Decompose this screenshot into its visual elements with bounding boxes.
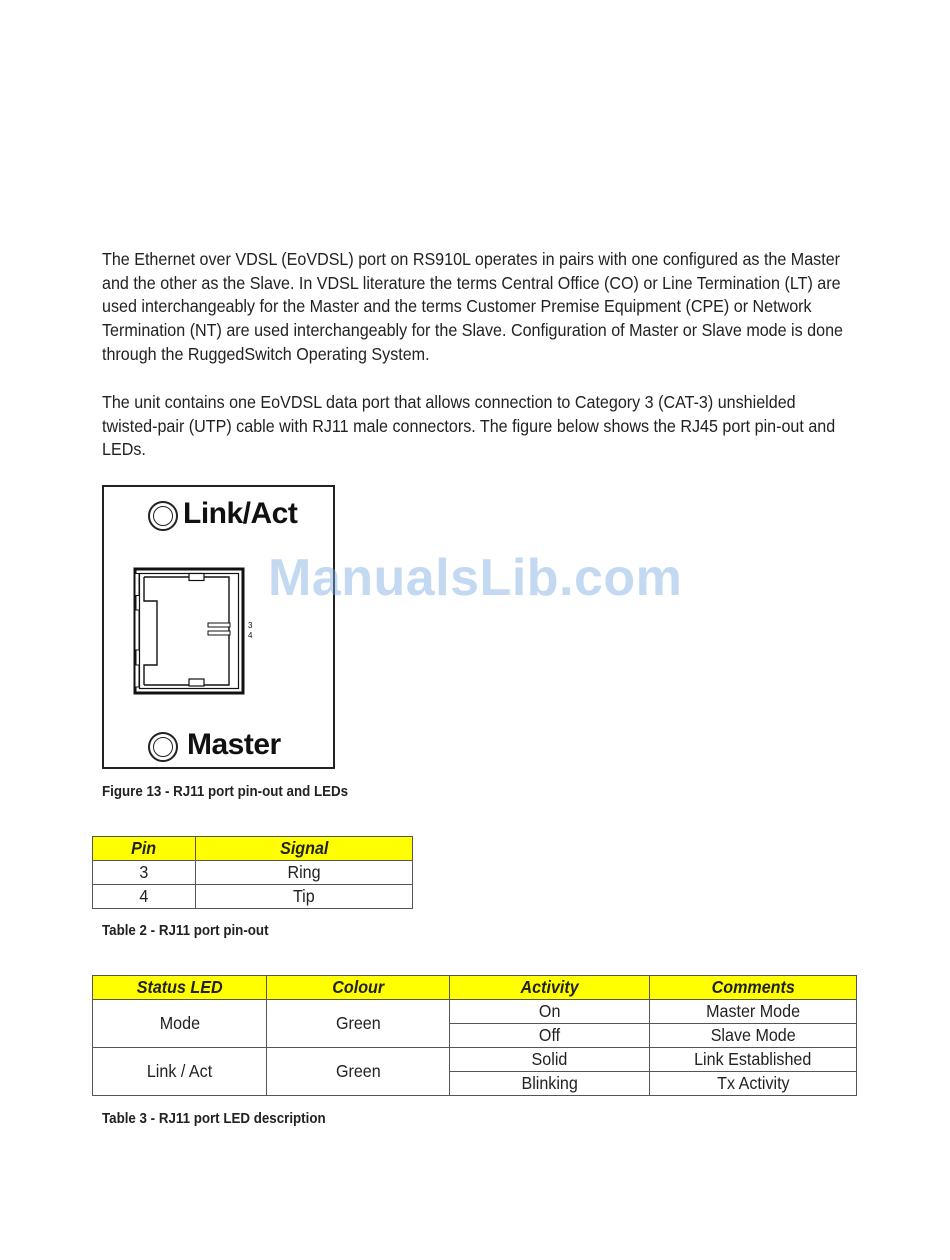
rj11-port-figure (102, 485, 335, 769)
comments-cell: Master Mode (650, 1000, 857, 1024)
intro-paragraph: The Ethernet over VDSL (EoVDSL) port on RS910L operates in pairs with one configured as the Master and the other as the Slave. In VDSL literature the terms Central Office (CO) or Line Termination (LT) are used interchangeably for the Master and the terms Customer Premise Equipment (CPE) or Network Termination (NT) are used interchangeably for the Slave. Configuration of Master or Slave mode is done through the RuggedSwitch Operating System. (102, 249, 848, 364)
pin-table-header-row (93, 837, 413, 861)
figure-caption: Figure 13 - RJ11 port pin-out and LEDs (102, 784, 349, 800)
pin-header: Pin (93, 837, 196, 861)
pin-table (92, 836, 413, 909)
led-table-header-row (93, 976, 857, 1000)
colour-cell: Green (267, 1048, 450, 1096)
status-led-cell: Link / Act (93, 1048, 267, 1096)
link-act-led-icon (148, 501, 178, 531)
table-row (93, 1048, 857, 1072)
comments-header: Comments (650, 976, 857, 1000)
link-act-led-label: Link/Act (183, 497, 298, 530)
pin-label-4: 4 (248, 631, 253, 640)
port-description-paragraph: The unit contains one EoVDSL data port that allows connection to Category 3 (CAT-3) unshielded twisted-pair (UTP) cable with RJ11 male connectors. The figure below shows the RJ45 port pin-out and LEDs. (102, 392, 840, 460)
colour-cell: Green (267, 1000, 450, 1048)
activity-cell: Off (450, 1024, 650, 1048)
activity-cell: Solid (450, 1048, 650, 1072)
status-led-header: Status LED (93, 976, 267, 1000)
pin-table-caption: Table 2 - RJ11 port pin-out (102, 923, 269, 939)
table-row (93, 885, 413, 909)
table-row (93, 1000, 857, 1024)
activity-cell: Blinking (450, 1072, 650, 1096)
led-table (92, 975, 857, 1096)
master-led-icon (148, 732, 178, 762)
comments-cell: Slave Mode (650, 1024, 857, 1048)
table-row (93, 861, 413, 885)
watermark: ManualsLib.com (268, 549, 683, 607)
signal-cell: Ring (196, 861, 413, 885)
led-table-caption: Table 3 - RJ11 port LED description (102, 1111, 326, 1127)
signal-cell: Tip (196, 885, 413, 909)
activity-header: Activity (450, 976, 650, 1000)
status-led-cell: Mode (93, 1000, 267, 1048)
pin-cell: 3 (93, 861, 196, 885)
signal-header: Signal (196, 837, 413, 861)
master-led-label: Master (187, 728, 281, 761)
activity-cell: On (450, 1000, 650, 1024)
pin-label-3: 3 (248, 621, 253, 630)
colour-header: Colour (267, 976, 450, 1000)
pin-cell: 4 (93, 885, 196, 909)
comments-cell: Link Established (650, 1048, 857, 1072)
comments-cell: Tx Activity (650, 1072, 857, 1096)
